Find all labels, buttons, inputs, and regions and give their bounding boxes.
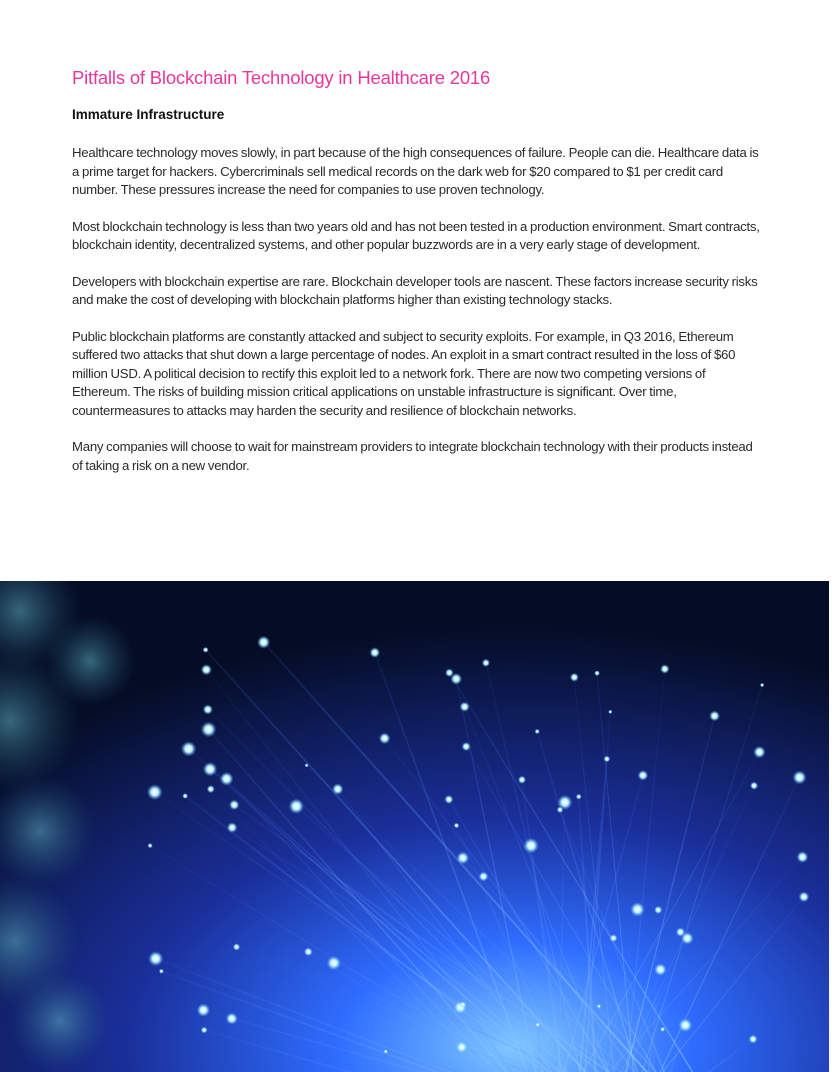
fiber-tip-light — [229, 800, 239, 810]
fiber-tip-light — [594, 670, 600, 676]
fiber-tip-light — [304, 947, 313, 956]
paragraph-1: Healthcare technology moves slowly, in part because of the high consequences of failure. People can die. Healthcare data is a prime target for hackers. Cybercriminals sell medical records on the dark web for $20 compared to $1 per credit card number. These pressures increase the need for companies to use proven technology. — [72, 145, 759, 197]
fiber-tip-light — [750, 782, 758, 790]
fiber-tip-light — [609, 934, 617, 942]
fiber-tip-light — [454, 823, 460, 829]
fiber-tip-light — [597, 1004, 601, 1008]
fiber-tip-light — [257, 636, 270, 649]
fiber-tip-light — [460, 1001, 467, 1008]
fiber-tip-light — [660, 664, 669, 673]
fiber-tip-light — [518, 776, 526, 784]
fiber-tip-light — [207, 785, 215, 793]
fiber-tip-light — [384, 1049, 389, 1054]
fiber-tip-light — [638, 770, 649, 781]
fiber-tip-light — [576, 794, 582, 800]
fiber-tip-light — [227, 822, 238, 833]
paragraph-2: Most blockchain technology is less than two years old and has not been tested in a production environment. Smart contracts, blockchain identity, decentralized systems, and other popular buzzwords are in a very early stage of development. — [72, 218, 760, 252]
section-heading: Immature Infrastructure — [72, 107, 225, 122]
fiber-tip-light — [305, 763, 309, 767]
fiber-tip-light — [181, 741, 196, 756]
fiber-tip-light — [608, 710, 612, 714]
fiber-tip-light — [603, 756, 610, 763]
fiber-tip-light — [289, 799, 304, 814]
fiber-tip-light — [197, 1003, 210, 1016]
bokeh-circle — [10, 971, 110, 1071]
fiber-tip-light — [799, 891, 810, 902]
fiber-tip-light — [760, 683, 764, 687]
fiber-tip-light — [203, 647, 209, 653]
fiber-tip-light — [379, 733, 391, 745]
fiber-tip-light — [203, 704, 213, 714]
fiber-tip-light — [327, 956, 341, 970]
fiber-tip-light — [797, 851, 809, 863]
fiber-tip-light — [147, 843, 152, 848]
fiber-tip-light — [233, 943, 240, 950]
paragraph-4: Public blockchain platforms are constantly attacked and subject to security exploits. For example, in Q3 2016, Ethereum suffered two attacks that shut down a large percentage of nodes. An exploit in a smart contract resulted in the loss of $60 million USD. A political decision to rectify this exploit led to a network fork. There are now two competing versions of Ethereum. The risks of building mission critical applications on unstable infrastructure is significant. Over time, countermeasures to attacks may harden the security and resilience of blockchain networks. — [72, 328, 736, 418]
fiber-tip-light — [444, 795, 453, 804]
fiber-optic-photo — [0, 581, 829, 1072]
fiber-tip-light — [793, 770, 807, 784]
fiber-tip-light — [159, 969, 164, 974]
fiber-tip-light — [147, 784, 163, 800]
fiber-tip-light — [456, 852, 469, 865]
fiber-tip-light — [201, 722, 217, 738]
paragraph-5: Many companies will choose to wait for mainstream providers to integrate blockchain technology with their products instead of taking a risk on a new vendor. — [72, 439, 753, 473]
fiber-tip-light — [460, 702, 470, 712]
fiber-tip-light — [535, 1022, 540, 1027]
fiber-tip-light — [749, 1035, 758, 1044]
fiber-tip-light — [478, 872, 488, 882]
page-content — [72, 66, 762, 493]
fiber-tip-light — [148, 951, 163, 966]
fiber-tip-light — [370, 647, 381, 658]
fiber-tip-light — [462, 742, 471, 751]
fiber-tip-light — [523, 838, 539, 854]
fiber-tip-light — [332, 783, 343, 794]
fiber-tip-light — [482, 659, 490, 667]
bokeh-circle — [45, 616, 135, 706]
fiber-tip-light — [201, 664, 212, 675]
fiber-tip-light — [570, 673, 579, 682]
fiber-tip-light — [445, 668, 454, 677]
fiber-tip-light — [676, 927, 685, 936]
paragraph-3: Developers with blockchain expertise are rare. Blockchain developer tools are nascent. These factors increase security risks and make the cost of developing with blockchain platforms higher than existing technology stacks. — [72, 273, 758, 307]
fiber-tip-light — [753, 746, 765, 758]
fiber-tip-light — [678, 1018, 692, 1032]
fiber-tip-light — [220, 772, 234, 786]
document-title: Pitfalls of Blockchain Technology in Healthcare 2016 — [72, 67, 491, 88]
fiber-tip-light — [654, 906, 662, 914]
fiber-tip-light — [182, 793, 188, 799]
fiber-tip-light — [654, 963, 667, 976]
fiber-tip-light — [201, 1027, 208, 1034]
fiber-tip-light — [557, 795, 572, 810]
fiber-tip-light — [226, 1012, 238, 1024]
fiber-tip-light — [630, 902, 645, 917]
fiber-tip-light — [660, 1027, 665, 1032]
fiber-tip-light — [456, 1041, 468, 1053]
fiber-tip-light — [709, 711, 720, 722]
fiber-tip-light — [535, 729, 540, 734]
fiber-tip-light — [203, 762, 217, 776]
